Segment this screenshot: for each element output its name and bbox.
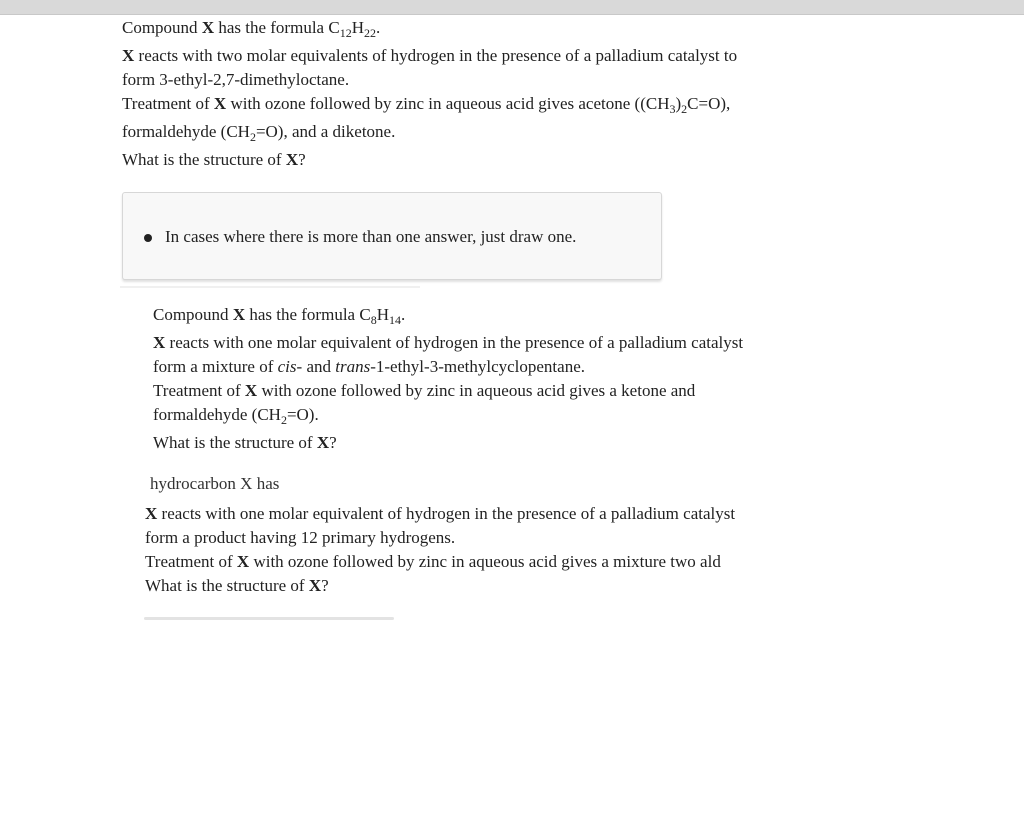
- hint-list: [165, 226, 576, 248]
- q3-line-1: X reacts with one molar equivalent of hydrogen in the presence of a palladium catalyst: [145, 504, 736, 523]
- hint-item: In cases where there is more than one answer, just draw one.: [165, 226, 576, 248]
- q2-line-5: formaldehyde $(CH_2=O)$.: [153, 405, 319, 427]
- q1-line-3: form 3-ethyl-2,7-dimethyloctane.: [122, 70, 350, 89]
- question-1: [122, 16, 842, 172]
- top-bar: [0, 0, 1024, 15]
- q2-line-3: form a mixture of cis- and trans-1-ethyl-3-methylcyclopentane.: [153, 357, 585, 376]
- q2-line-6: What is the structure of X?: [153, 433, 337, 452]
- q1-line-4: Treatment of X with ozone followed by zinc in aqueous acid gives acetone $((CH_3)_2C=O)$,: [122, 94, 731, 116]
- q1-line-1: Compound X has the formula $C_{12}H_{22}$.: [122, 18, 381, 40]
- q3-line-2: form a product having 12 primary hydrogens.: [145, 528, 456, 547]
- q3-cut-line: hydrocarbon X has: [150, 474, 280, 493]
- divider: [144, 617, 394, 620]
- q1-line-6: What is the structure of X?: [122, 150, 306, 169]
- q1-line-5: formaldehyde $(CH_2=O)$, and a diketone.: [122, 122, 396, 144]
- q2-line-1: Compound X has the formula $C_8H_{14}$.: [153, 305, 406, 327]
- hint-box: [122, 192, 662, 280]
- question-3: [145, 502, 805, 598]
- question-2: [153, 303, 853, 455]
- q3-line-4: What is the structure of X?: [145, 576, 329, 595]
- bullet-icon: [144, 234, 152, 242]
- divider: [120, 286, 420, 288]
- q1-line-2: X reacts with two molar equivalents of hydrogen in the presence of a palladium catalyst to: [122, 46, 738, 65]
- q2-line-2: X reacts with one molar equivalent of hydrogen in the presence of a palladium catalyst: [153, 333, 744, 352]
- q2-line-4: Treatment of X with ozone followed by zinc in aqueous acid gives a ketone and: [153, 381, 696, 400]
- q3-line-3: Treatment of X with ozone followed by zinc in aqueous acid gives a mixture two ald: [145, 552, 721, 571]
